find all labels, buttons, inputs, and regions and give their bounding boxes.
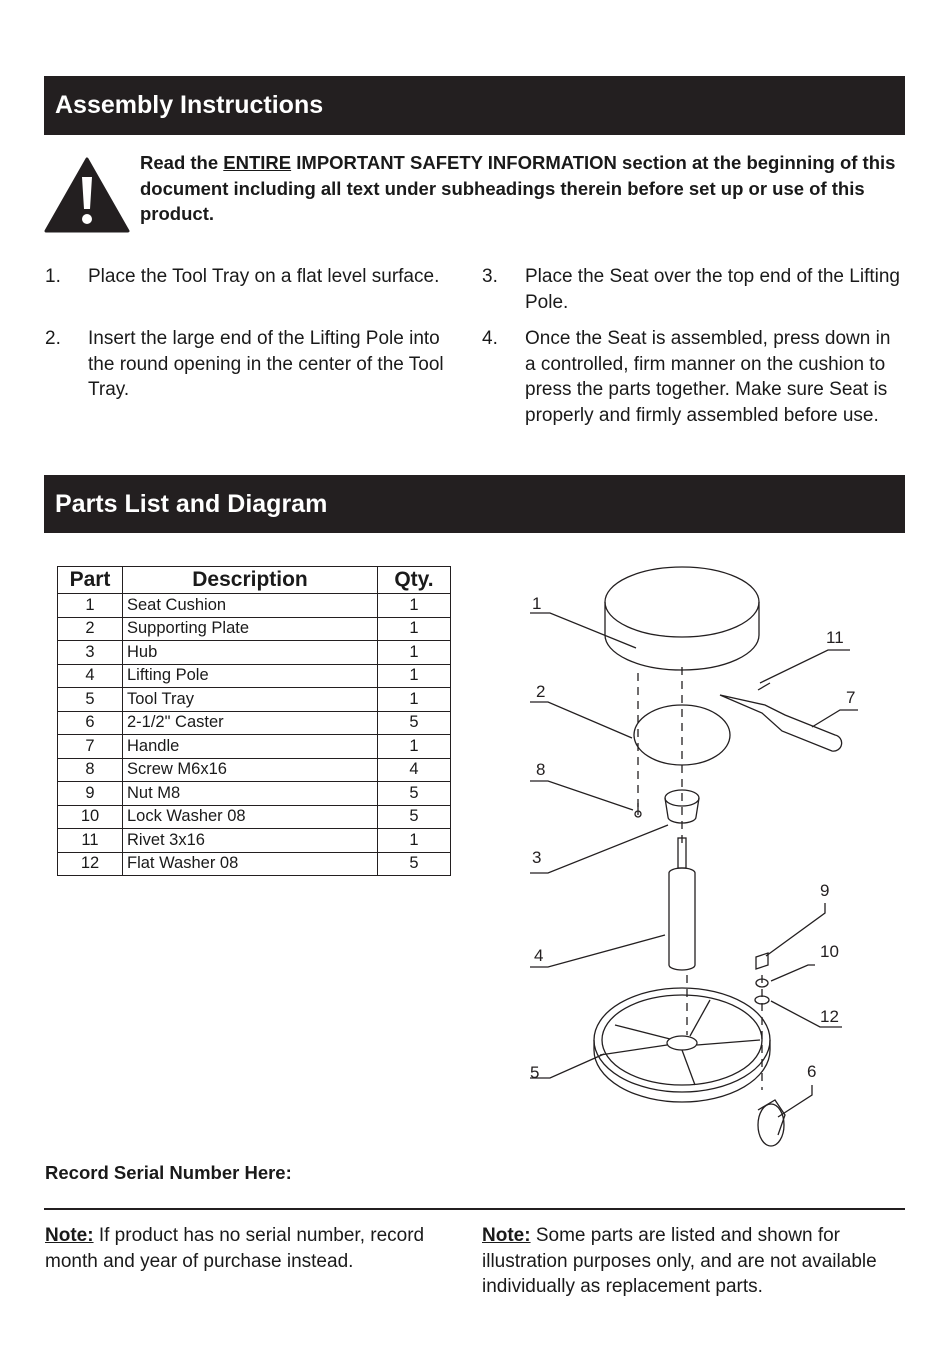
table-row [58, 758, 451, 782]
step-number: 1. [45, 266, 61, 287]
description-cell: Supporting Plate [123, 617, 378, 641]
step-number: 4. [482, 328, 498, 349]
note-label: Note: [45, 1225, 94, 1246]
diagram-label-11: 11 [826, 628, 844, 647]
step-text: Place the Tool Tray on a flat level surface. [88, 266, 440, 287]
part-number-cell: 1 [58, 594, 123, 618]
part-number-cell: 2 [58, 617, 123, 641]
serial-number-label: Record Serial Number Here: [45, 1162, 292, 1183]
caster-drawing [758, 1104, 784, 1146]
assembly-instructions-heading: Assembly Instructions [44, 76, 905, 135]
table-header-row [58, 567, 451, 594]
step-text: Place the Seat over the top end of the Lifting Pole. [525, 266, 900, 313]
warning-triangle-icon [44, 157, 130, 233]
description-cell: 2-1/2" Caster [123, 711, 378, 735]
note-text: Some parts are listed and shown for illustration purposes only, and are not available individually as replacement parts. [482, 1225, 877, 1297]
part-number-cell: 6 [58, 711, 123, 735]
qty-cell: 1 [378, 664, 451, 688]
qty-cell: 4 [378, 758, 451, 782]
description-cell: Handle [123, 735, 378, 759]
diagram-label-5: 5 [530, 1063, 540, 1082]
part-number-cell: 4 [58, 664, 123, 688]
diagram-label-4: 4 [534, 946, 544, 965]
note-parts [482, 1223, 902, 1300]
part-number-cell: 11 [58, 829, 123, 853]
diagram-label-1: 1 [532, 594, 542, 613]
entire-emphasis: ENTIRE [223, 152, 292, 173]
part-number-cell: 7 [58, 735, 123, 759]
description-cell: Rivet 3x16 [123, 829, 378, 853]
parts-table [57, 566, 451, 876]
table-row [58, 664, 451, 688]
table-row [58, 641, 451, 665]
description-cell: Flat Washer 08 [123, 852, 378, 876]
diagram-label-10: 10 [820, 942, 839, 961]
diagram-label-9: 9 [820, 881, 830, 900]
parts-list-heading: Parts List and Diagram [44, 475, 905, 533]
qty-cell: 1 [378, 641, 451, 665]
serial-number-line [44, 1208, 905, 1210]
qty-cell: 5 [378, 711, 451, 735]
table-row [58, 711, 451, 735]
stool-exploded-diagram [520, 555, 880, 1155]
description-cell: Lifting Pole [123, 664, 378, 688]
description-cell: Tool Tray [123, 688, 378, 712]
diagram-label-12: 12 [820, 1007, 839, 1026]
qty-cell: 5 [378, 782, 451, 806]
part-number-cell: 8 [58, 758, 123, 782]
note-text: If product has no serial number, record month and year of purchase instead. [45, 1225, 425, 1272]
step-number: 2. [45, 328, 61, 349]
description-cell: Screw M6x16 [123, 758, 378, 782]
qty-cell: 1 [378, 594, 451, 618]
qty-cell: 1 [378, 617, 451, 641]
table-row [58, 805, 451, 829]
diagram-label-2: 2 [536, 682, 546, 701]
part-number-cell: 10 [58, 805, 123, 829]
table-row [58, 782, 451, 806]
part-number-cell: 5 [58, 688, 123, 712]
safety-warning-text: Read the ENTIRE IMPORTANT SAFETY INFORMATION section at the beginning of this document including all text under subheadings therein before set up or use of this product. [140, 152, 896, 224]
diagram-label-7: 7 [846, 688, 856, 707]
header-description: Description [123, 567, 378, 594]
part-number-cell: 12 [58, 852, 123, 876]
description-cell: Seat Cushion [123, 594, 378, 618]
seat-cushion-drawing [605, 567, 759, 637]
lifting-pole-drawing [669, 868, 695, 970]
qty-cell: 1 [378, 829, 451, 853]
part-number-cell: 9 [58, 782, 123, 806]
step-number: 3. [482, 266, 498, 287]
diagram-label-6: 6 [807, 1062, 817, 1081]
tool-tray-drawing [594, 988, 770, 1092]
description-cell: Hub [123, 641, 378, 665]
table-row [58, 852, 451, 876]
table-row [58, 594, 451, 618]
diagram-label-3: 3 [532, 848, 542, 867]
part-number-cell: 3 [58, 641, 123, 665]
header-qty: Qty. [378, 567, 451, 594]
diagram-label-8: 8 [536, 760, 546, 779]
qty-cell: 5 [378, 805, 451, 829]
table-row [58, 735, 451, 759]
description-cell: Nut M8 [123, 782, 378, 806]
table-row [58, 688, 451, 712]
qty-cell: 5 [378, 852, 451, 876]
note-label: Note: [482, 1225, 531, 1246]
description-cell: Lock Washer 08 [123, 805, 378, 829]
note-serial [45, 1223, 465, 1274]
table-row [58, 617, 451, 641]
step-text: Insert the large end of the Lifting Pole into the round opening in the center of the Tool Tray. [88, 328, 444, 400]
header-part: Part [58, 567, 123, 594]
qty-cell: 1 [378, 735, 451, 759]
step-text: Once the Seat is assembled, press down in a controlled, firm manner on the cushion to press the parts together. Make sure Seat is properly and firmly assembled before use. [525, 328, 891, 426]
qty-cell: 1 [378, 688, 451, 712]
table-row [58, 829, 451, 853]
